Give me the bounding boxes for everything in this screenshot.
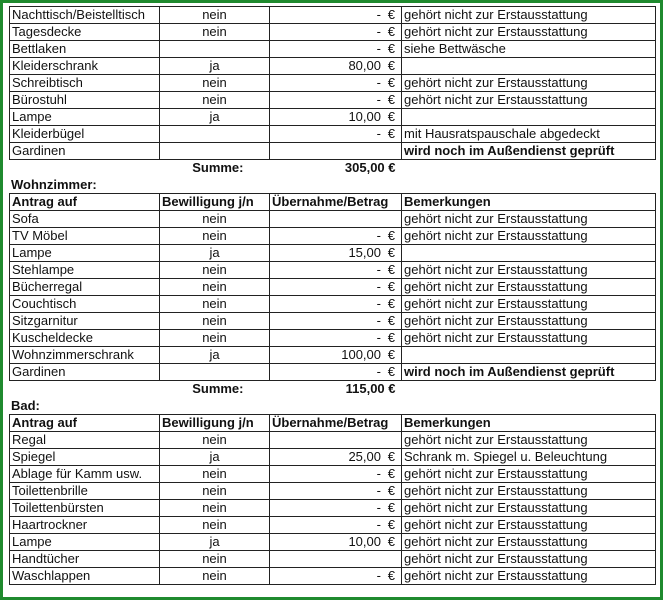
item-cell: Lampe [10,109,160,126]
table-row [10,534,656,551]
summe-label: Summe: [192,160,244,175]
bemerkung-cell: mit Hausratspauschale abgedeckt [402,126,656,143]
bemerkung-cell: wird noch im Außendienst geprüft [402,364,656,381]
item-cell: Ablage für Kamm usw. [10,466,160,483]
euro-symbol: € [387,109,395,124]
table-row [10,330,656,347]
bemerkung-cell: gehört nicht zur Erstausstattung [402,432,656,449]
table-row [10,92,656,109]
euro-symbol: € [387,517,395,532]
item-cell: Sofa [10,211,160,228]
section-title-wohnzimmer: Wohnzimmer: [11,177,97,192]
table-row [10,432,656,449]
bewilligung-cell: nein [160,551,270,568]
header-bemerkungen: Bemerkungen [402,194,656,211]
item-cell: Gardinen [10,143,160,160]
item-cell: Bürostuhl [10,92,160,109]
bemerkung-cell: siehe Bettwäsche [402,41,656,58]
betrag-value: - [376,364,381,379]
bewilligung-cell: nein [160,466,270,483]
item-cell: Kleiderschrank [10,58,160,75]
betrag-cell [270,296,402,313]
bemerkung-cell: gehört nicht zur Erstausstattung [402,211,656,228]
table-row [10,483,656,500]
item-cell: Bettlaken [10,41,160,58]
betrag-cell [270,126,402,143]
bemerkung-cell [402,347,656,364]
bewilligung-cell: nein [160,211,270,228]
betrag-cell [270,109,402,126]
item-cell: TV Möbel [10,228,160,245]
bewilligung-cell: ja [160,449,270,466]
bemerkung-cell: gehört nicht zur Erstausstattung [402,517,656,534]
euro-symbol: € [387,262,395,277]
bewilligung-cell: nein [160,262,270,279]
bewilligung-cell [160,143,270,160]
betrag-cell [270,92,402,109]
header-antrag: Antrag auf [10,194,160,211]
item-cell: Regal [10,432,160,449]
table-row [10,109,656,126]
item-cell: Wohnzimmerschrank [10,347,160,364]
bewilligung-cell [160,364,270,381]
item-cell: Nachttisch/Beistelltisch [10,7,160,24]
euro-symbol: € [387,75,395,90]
betrag-value: - [376,24,381,39]
betrag-cell [270,534,402,551]
betrag-value: - [376,483,381,498]
table-row [10,364,656,381]
bewilligung-cell: nein [160,568,270,585]
betrag-cell [270,279,402,296]
betrag-value: - [376,568,381,583]
betrag-cell [270,245,402,262]
bewilligung-cell: ja [160,58,270,75]
euro-symbol: € [387,330,395,345]
item-cell: Haartrockner [10,517,160,534]
betrag-value: 10,00 [348,534,381,549]
table-row [10,228,656,245]
bemerkung-cell [402,245,656,262]
bemerkung-cell: gehört nicht zur Erstausstattung [402,228,656,245]
header-bewilligung: Bewilligung j/n [160,415,270,432]
bewilligung-cell: nein [160,330,270,347]
item-cell: Schreibtisch [10,75,160,92]
euro-symbol: € [387,41,395,56]
betrag-value: 100,00 [341,347,381,362]
item-cell: Handtücher [10,551,160,568]
euro-symbol: € [387,568,395,583]
betrag-cell [270,143,402,160]
header-betrag: Übernahme/Betrag [270,415,402,432]
betrag-value: - [376,228,381,243]
betrag-cell [270,500,402,517]
bemerkung-cell: wird noch im Außendienst geprüft [402,143,656,160]
betrag-value: 10,00 [348,109,381,124]
table-row [10,126,656,143]
euro-symbol: € [387,466,395,481]
item-cell: Kleiderbügel [10,126,160,143]
bewilligung-cell: nein [160,7,270,24]
bemerkung-cell: gehört nicht zur Erstausstattung [402,262,656,279]
bemerkung-cell: gehört nicht zur Erstausstattung [402,313,656,330]
bewilligung-cell: nein [160,500,270,517]
bewilligung-cell: ja [160,534,270,551]
bewilligung-cell: nein [160,75,270,92]
item-cell: Lampe [10,245,160,262]
betrag-cell [270,347,402,364]
betrag-cell [270,364,402,381]
betrag-value: 25,00 [348,449,381,464]
euro-symbol: € [387,92,395,107]
euro-symbol: € [387,24,395,39]
betrag-cell [270,449,402,466]
table-row [10,24,656,41]
betrag-cell [270,517,402,534]
table-row [10,262,656,279]
betrag-value: - [376,313,381,328]
item-cell: Toilettenbrille [10,483,160,500]
euro-symbol: € [387,364,395,379]
betrag-cell [270,466,402,483]
table-row [10,75,656,92]
item-cell: Sitzgarnitur [10,313,160,330]
item-cell: Gardinen [10,364,160,381]
bewilligung-cell: nein [160,24,270,41]
table-row [10,568,656,585]
euro-symbol: € [387,347,395,362]
table-row [10,58,656,75]
betrag-value: - [376,517,381,532]
betrag-cell [270,211,402,228]
item-cell: Lampe [10,534,160,551]
euro-symbol: € [387,7,395,22]
bewilligung-cell: nein [160,432,270,449]
betrag-cell [270,41,402,58]
bewilligung-cell: nein [160,92,270,109]
betrag-value: - [376,330,381,345]
betrag-value: - [376,279,381,294]
empty-cell [402,160,656,177]
table-row [10,313,656,330]
bemerkung-cell: gehört nicht zur Erstausstattung [402,296,656,313]
betrag-cell [270,551,402,568]
betrag-value: - [376,75,381,90]
empty-cell [402,381,656,398]
bemerkung-cell: gehört nicht zur Erstausstattung [402,500,656,517]
betrag-cell [270,7,402,24]
table-row [10,279,656,296]
summe-row [10,160,656,177]
item-cell: Stehlampe [10,262,160,279]
bemerkung-cell: gehört nicht zur Erstausstattung [402,534,656,551]
bewilligung-cell: nein [160,228,270,245]
table-header-row [10,194,656,211]
item-cell: Spiegel [10,449,160,466]
betrag-value: - [376,262,381,277]
bewilligung-cell: nein [160,296,270,313]
item-cell: Tagesdecke [10,24,160,41]
euro-symbol: € [387,279,395,294]
bemerkung-cell: gehört nicht zur Erstausstattung [402,466,656,483]
wohnzimmer-table [9,193,656,397]
bewilligung-cell: nein [160,517,270,534]
betrag-value: - [376,296,381,311]
header-bewilligung: Bewilligung j/n [160,194,270,211]
betrag-cell [270,432,402,449]
betrag-cell [270,568,402,585]
bemerkung-cell: gehört nicht zur Erstausstattung [402,24,656,41]
table-row [10,143,656,160]
betrag-cell [270,75,402,92]
betrag-value: - [376,500,381,515]
betrag-value: 15,00 [348,245,381,260]
bemerkung-cell [402,58,656,75]
summe-value: 115,00 € [345,381,396,396]
bewilligung-cell: ja [160,245,270,262]
summe-label: Summe: [192,381,244,396]
table-row [10,517,656,534]
betrag-cell [270,228,402,245]
table-row [10,500,656,517]
header-betrag: Übernahme/Betrag [270,194,402,211]
bemerkung-cell: gehört nicht zur Erstausstattung [402,92,656,109]
item-cell: Kuscheldecke [10,330,160,347]
bewilligung-cell: nein [160,313,270,330]
header-antrag: Antrag auf [10,415,160,432]
table-row [10,347,656,364]
bemerkung-cell: gehört nicht zur Erstausstattung [402,7,656,24]
euro-symbol: € [387,449,395,464]
bemerkung-cell: gehört nicht zur Erstausstattung [402,551,656,568]
bad-table [9,414,656,585]
euro-symbol: € [387,313,395,328]
table-row [10,466,656,483]
bewilligung-cell: nein [160,483,270,500]
euro-symbol: € [387,126,395,141]
euro-symbol: € [387,58,395,73]
schlafzimmer-table [9,6,656,176]
euro-symbol: € [387,483,395,498]
item-cell: Toilettenbürsten [10,500,160,517]
betrag-cell [270,24,402,41]
betrag-cell [270,330,402,347]
euro-symbol: € [387,245,395,260]
summe-row [10,381,656,398]
bemerkung-cell: gehört nicht zur Erstausstattung [402,330,656,347]
table-row [10,245,656,262]
betrag-value: - [376,126,381,141]
bemerkung-cell: gehört nicht zur Erstausstattung [402,279,656,296]
summe-value: 305,00 € [344,160,396,175]
table-header-row [10,415,656,432]
table-row [10,449,656,466]
bemerkung-cell [402,109,656,126]
document [9,0,657,585]
table-row [10,296,656,313]
betrag-value: - [376,41,381,56]
betrag-value: - [376,7,381,22]
betrag-cell [270,58,402,75]
betrag-cell [270,313,402,330]
bewilligung-cell: ja [160,109,270,126]
table-row [10,211,656,228]
section-title-bad: Bad: [11,398,40,413]
betrag-cell [270,262,402,279]
bewilligung-cell: ja [160,347,270,364]
euro-symbol: € [387,500,395,515]
item-cell: Couchtisch [10,296,160,313]
betrag-cell [270,483,402,500]
euro-symbol: € [387,534,395,549]
betrag-value: - [376,92,381,107]
table-row [10,551,656,568]
header-bemerkungen: Bemerkungen [402,415,656,432]
item-cell: Waschlappen [10,568,160,585]
table-row [10,7,656,24]
bewilligung-cell: nein [160,279,270,296]
bemerkung-cell: gehört nicht zur Erstausstattung [402,568,656,585]
bewilligung-cell [160,41,270,58]
betrag-value: 80,00 [348,58,381,73]
betrag-value: - [376,466,381,481]
euro-symbol: € [387,228,395,243]
bemerkung-cell: gehört nicht zur Erstausstattung [402,483,656,500]
item-cell: Bücherregal [10,279,160,296]
bewilligung-cell [160,126,270,143]
table-row [10,41,656,58]
euro-symbol: € [387,296,395,311]
bemerkung-cell: gehört nicht zur Erstausstattung [402,75,656,92]
bemerkung-cell: Schrank m. Spiegel u. Beleuchtung [402,449,656,466]
